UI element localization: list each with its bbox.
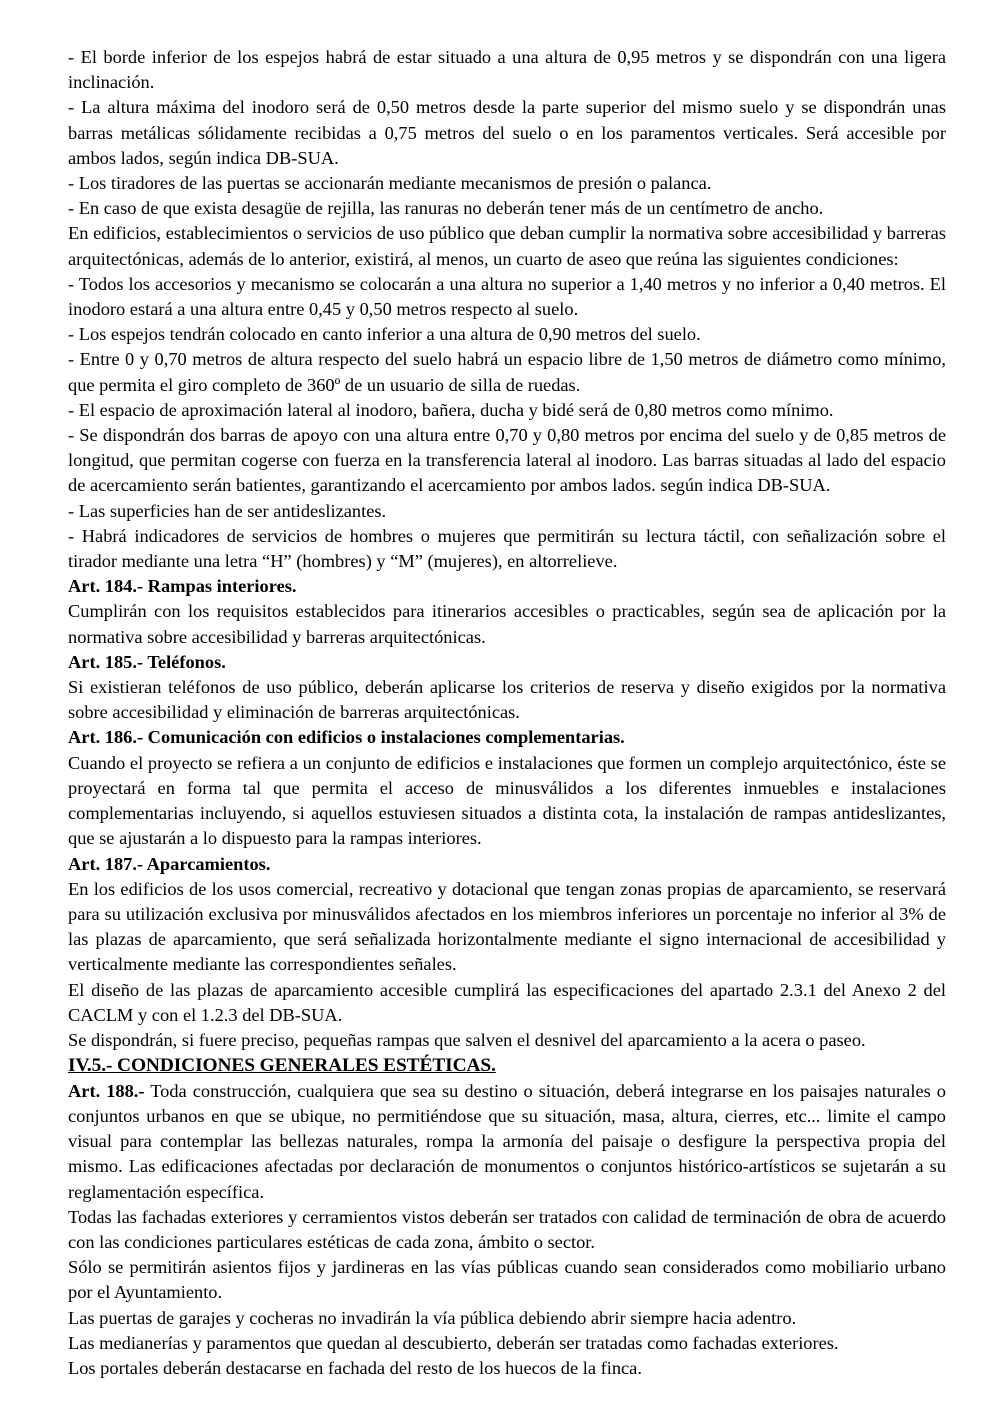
para-puertas-garajes: Las puertas de garajes y cocheras no invadirán la vía pública debiendo abrir siempre hacia adentro. — [68, 1307, 797, 1328]
para-art-186-body: Cuando el proyecto se refiera a un conjunto de edificios e instalaciones que formen un complejo arquitectónico, éste se proyectará en forma tal que permita el acceso de minusválidos a los diferentes inmuebles e instalaciones complementarias incluyendo, si aquellos estuviesen situados a distinta cota, la instalación de rampas antideslizantes, que se ajustarán a lo dispuesto para la rampas interiores. — [68, 752, 946, 849]
heading-art-187-aparcamientos: Art. 187.- Aparcamientos. — [68, 853, 271, 874]
para-portales: Los portales deberán destacarse en fachada del resto de los huecos de la finca. — [68, 1357, 642, 1378]
heading-art-185-telefonos: Art. 185.- Teléfonos. — [68, 651, 226, 672]
para-superficies-antideslizantes: - Las superficies han de ser antideslizantes. — [68, 500, 387, 521]
para-espejos-borde-inferior: - El borde inferior de los espejos habrá de estar situado a una altura de 0,95 metros y se dispondrán con una ligera inclinación. — [68, 47, 946, 93]
para-espacio-aproximacion-lateral: - El espacio de aproximación lateral al inodoro, bañera, ducha y bidé será de 0,80 metros como mínimo. — [68, 399, 834, 420]
para-tiradores-puertas: - Los tiradores de las puertas se accionarán mediante mecanismos de presión o palanca. — [68, 173, 712, 194]
document-text-body — [68, 45, 946, 1381]
section-heading-iv-5-condiciones-esteticas: IV.5.- CONDICIONES GENERALES ESTÉTICAS. — [68, 1055, 496, 1077]
para-accesorios-altura: - Todos los accesorios y mecanismo se colocarán a una altura no superior a 1,40 metros y no inferior a 0,40 metros. El inodoro estará a una altura entre 0,45 y 0,50 metros respecto al suelo. — [68, 273, 946, 320]
para-art-188-body — [68, 1079, 946, 1205]
para-art-188-body-text: Toda construcción, cualquiera que sea su destino o situación, deberá integrarse en los paisajes naturales o conjuntos urbanos en que se ubique, no permitiéndose que su situación, masa, altura, cierres, etc... limite el campo visual para contemplar las bellezas naturales, rompa la armonía del paisaje o desfigure la perspectiva propia del mismo. Las edificaciones afectadas por declaración de monumentos o conjuntos histórico-artísticos se sujetarán a su reglamentación específica. — [68, 1080, 946, 1202]
para-espacio-libre-giro: - Entre 0 y 0,70 metros de altura respecto del suelo habrá un espacio libre de 1,50 metros de diámetro como mínimo, que permita el giro completo de 360º de un usuario de silla de ruedas. — [68, 349, 946, 395]
para-rampas-desnivel-acera: Se dispondrán, si fuere preciso, pequeñas rampas que salven el desnivel del aparcamiento a la acera o paseo. — [68, 1029, 866, 1050]
para-asientos-jardineras: Sólo se permitirán asientos fijos y jardineras en las vías públicas cuando sean considerados como mobiliario urbano por el Ayuntamiento. — [68, 1257, 946, 1303]
para-art-188-body-lead: Art. 188.- — [68, 1080, 145, 1101]
para-barras-de-apoyo: - Se dispondrán dos barras de apoyo con una altura entre 0,70 y 0,80 metros por encima del suelo y de 0,85 metros de longitud, que permitan cogerse con fuerza en la transferencia lateral al inodoro. Las barras situadas al lado del espacio de acercamiento serán batientes, garantizando el acercamiento por ambos lados. según indica DB-SUA. — [68, 425, 946, 496]
para-medianerias: Las medianerías y paramentos que quedan al descubierto, deberán ser tratadas como fachadas exteriores. — [68, 1332, 839, 1353]
heading-art-184-rampas-interiores: Art. 184.- Rampas interiores. — [68, 576, 297, 597]
para-indicadores-servicios: - Habrá indicadores de servicios de hombres o mujeres que permitirán su lectura táctil, con señalización sobre el tirador mediante una letra “H” (hombres) y “M” (mujeres), en altorrelieve. — [68, 525, 946, 572]
para-art-185-body: Si existieran teléfonos de uso público, deberán aplicarse los criterios de reserva y diseño exigidos por la normativa sobre accesibilidad y eliminación de barreras arquitectónicas. — [68, 677, 946, 723]
para-fachadas-exteriores: Todas las fachadas exteriores y cerramientos vistos deberán ser tratados con calidad de terminación de obra de acuerdo con las condiciones particulares estéticas de cada zona, ámbito o sector. — [68, 1206, 946, 1252]
para-espejos-canto-inferior: - Los espejos tendrán colocado en canto inferior a una altura de 0,90 metros del suelo. — [68, 324, 701, 345]
para-diseno-plazas-aparcamiento: El diseño de las plazas de aparcamiento accesible cumplirá las especificaciones del apartado 2.3.1 del Anexo 2 del CACLM y con el 1.2.3 del DB-SUA. — [68, 979, 946, 1025]
para-desague-rejilla: - En caso de que exista desagüe de rejilla, las ranuras no deberán tener más de un centímetro de ancho. — [68, 198, 824, 219]
heading-art-186-comunicacion: Art. 186.- Comunicación con edificios o instalaciones complementarias. — [68, 727, 625, 748]
para-art-184-body: Cumplirán con los requisitos establecidos para itinerarios accesibles o practicables, según sea de aplicación por la normativa sobre accesibilidad y barreras arquitectónicas. — [68, 601, 946, 647]
para-edificios-uso-publico: En edificios, establecimientos o servicios de uso público que deban cumplir la normativa sobre accesibilidad y barreras arquitectónicas, además de lo anterior, existirá, al menos, un cuarto de aseo que reúna las siguientes condiciones: — [68, 223, 946, 269]
para-altura-maxima-inodoro: - La altura máxima del inodoro será de 0,50 metros desde la parte superior del mismo suelo y se dispondrán unas barras metálicas sólidamente recibidas a 0,75 metros del suelo o en los paramentos verticales. Será accesible por ambos lados, según indica DB-SUA. — [68, 97, 946, 168]
para-art-187-body: En los edificios de los usos comercial, recreativo y dotacional que tengan zonas propias de aparcamiento, se reservará para su utilización exclusiva por minusválidos afectados en los miembros inferiores un porcentaje no inferior al 3% de las plazas de aparcamiento, que será señalizada horizontalmente mediante el signo internacional de accesibilidad y verticalmente mediante las correspondientes señales. — [68, 878, 946, 975]
